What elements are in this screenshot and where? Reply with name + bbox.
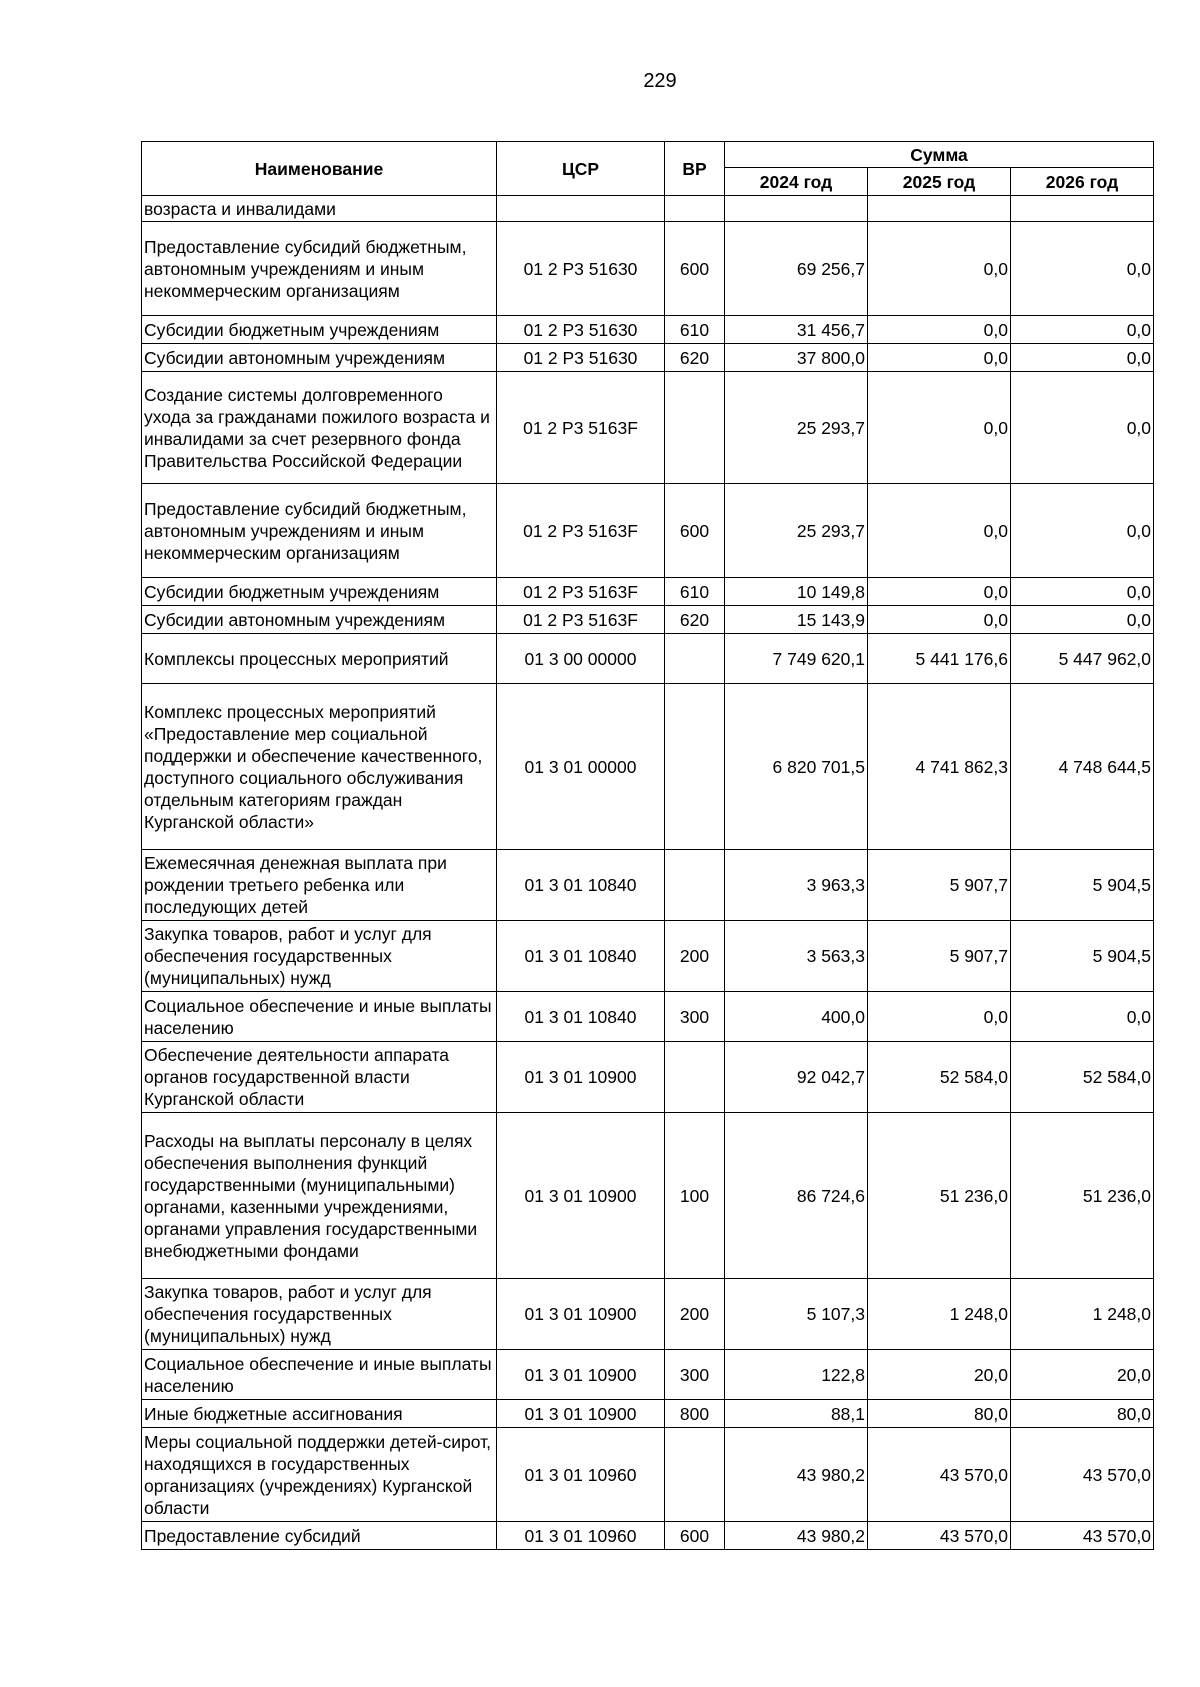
cell-csr: 01 2 Р3 51630	[497, 222, 665, 316]
cell-2025: 0,0	[868, 372, 1011, 484]
cell-csr: 01 3 01 10900	[497, 1042, 665, 1113]
table-body	[142, 196, 1154, 1550]
cell-2026: 0,0	[1011, 372, 1154, 484]
cell-2024: 25 293,7	[725, 484, 868, 578]
cell-name: Закупка товаров, работ и услуг для обеспечения государственных (муниципальных) нужд	[142, 921, 497, 992]
table-row	[142, 634, 1154, 684]
cell-csr: 01 2 Р3 5163F	[497, 484, 665, 578]
page-number: 229	[643, 70, 677, 92]
cell-vr: 600	[665, 484, 725, 578]
cell-vr	[665, 634, 725, 684]
cell-2026: 0,0	[1011, 222, 1154, 316]
cell-2026: 0,0	[1011, 578, 1154, 606]
cell-2026: 5 904,5	[1011, 850, 1154, 921]
cell-vr: 620	[665, 606, 725, 634]
cell-2024: 43 980,2	[725, 1428, 868, 1522]
cell-csr: 01 3 01 10900	[497, 1113, 665, 1279]
cell-2026: 80,0	[1011, 1400, 1154, 1428]
cell-2024: 15 143,9	[725, 606, 868, 634]
cell-vr: 200	[665, 921, 725, 992]
cell-csr: 01 2 Р3 5163F	[497, 606, 665, 634]
cell-2024: 122,8	[725, 1350, 868, 1400]
cell-vr: 300	[665, 992, 725, 1042]
cell-2024: 43 980,2	[725, 1522, 868, 1550]
cell-csr: 01 2 Р3 51630	[497, 344, 665, 372]
table-row	[142, 1400, 1154, 1428]
cell-2025: 20,0	[868, 1350, 1011, 1400]
cell-2025	[868, 196, 1011, 222]
cell-2024: 25 293,7	[725, 372, 868, 484]
cell-2024	[725, 196, 868, 222]
cell-2025: 52 584,0	[868, 1042, 1011, 1113]
cell-vr: 620	[665, 344, 725, 372]
cell-csr: 01 3 01 00000	[497, 684, 665, 850]
cell-2024: 31 456,7	[725, 316, 868, 344]
table-row	[142, 684, 1154, 850]
table-row	[142, 344, 1154, 372]
cell-name: Создание системы долговременного ухода за гражданами пожилого возраста и инвалидами за счет резервного фонда Правительства Российской Федерации	[142, 372, 497, 484]
cell-vr	[665, 850, 725, 921]
header-year-2026: 2026 год	[1011, 168, 1154, 196]
header-year-2024: 2024 год	[725, 168, 868, 196]
cell-vr: 100	[665, 1113, 725, 1279]
cell-vr: 610	[665, 316, 725, 344]
cell-2026: 5 447 962,0	[1011, 634, 1154, 684]
header-name: Наименование	[142, 142, 497, 196]
cell-name: Субсидии автономным учреждениям	[142, 344, 497, 372]
cell-2024: 92 042,7	[725, 1042, 868, 1113]
cell-2025: 0,0	[868, 484, 1011, 578]
cell-csr: 01 2 Р3 5163F	[497, 578, 665, 606]
table-row	[142, 850, 1154, 921]
table-row	[142, 222, 1154, 316]
cell-2025: 5 907,7	[868, 921, 1011, 992]
cell-2026: 5 904,5	[1011, 921, 1154, 992]
table-row	[142, 606, 1154, 634]
cell-2026: 0,0	[1011, 992, 1154, 1042]
header-year-2025: 2025 год	[868, 168, 1011, 196]
cell-name: Ежемесячная денежная выплата при рождении третьего ребенка или последующих детей	[142, 850, 497, 921]
cell-2024: 69 256,7	[725, 222, 868, 316]
cell-vr: 800	[665, 1400, 725, 1428]
cell-vr: 200	[665, 1279, 725, 1350]
cell-2025: 0,0	[868, 992, 1011, 1042]
cell-2024: 7 749 620,1	[725, 634, 868, 684]
cell-csr: 01 3 01 10900	[497, 1279, 665, 1350]
table-row	[142, 484, 1154, 578]
cell-vr: 600	[665, 1522, 725, 1550]
cell-name: Комплексы процессных мероприятий	[142, 634, 497, 684]
cell-csr: 01 3 01 10840	[497, 992, 665, 1042]
cell-2025: 4 741 862,3	[868, 684, 1011, 850]
cell-2024: 10 149,8	[725, 578, 868, 606]
table-row	[142, 578, 1154, 606]
cell-name: Обеспечение деятельности аппарата органов государственной власти Курганской области	[142, 1042, 497, 1113]
table-row	[142, 921, 1154, 992]
cell-name: Расходы на выплаты персоналу в целях обеспечения выполнения функций государственными (муниципальными) органами, казенными учреждениями, органами управления государственными внебюджетными фондами	[142, 1113, 497, 1279]
table-row	[142, 1428, 1154, 1522]
cell-2025: 1 248,0	[868, 1279, 1011, 1350]
cell-csr	[497, 196, 665, 222]
cell-name: Иные бюджетные ассигнования	[142, 1400, 497, 1428]
cell-csr: 01 3 01 10840	[497, 850, 665, 921]
cell-csr: 01 3 01 10900	[497, 1400, 665, 1428]
cell-2026: 0,0	[1011, 606, 1154, 634]
budget-table	[141, 141, 1154, 1550]
cell-2024: 86 724,6	[725, 1113, 868, 1279]
cell-2026: 43 570,0	[1011, 1522, 1154, 1550]
cell-2026: 1 248,0	[1011, 1279, 1154, 1350]
cell-2024: 88,1	[725, 1400, 868, 1428]
cell-2025: 0,0	[868, 316, 1011, 344]
cell-name: Предоставление субсидий	[142, 1522, 497, 1550]
cell-2026: 0,0	[1011, 484, 1154, 578]
cell-2024: 37 800,0	[725, 344, 868, 372]
cell-2026: 43 570,0	[1011, 1428, 1154, 1522]
table-row	[142, 316, 1154, 344]
cell-2025: 80,0	[868, 1400, 1011, 1428]
cell-2025: 5 441 176,6	[868, 634, 1011, 684]
cell-vr	[665, 1428, 725, 1522]
cell-2026: 20,0	[1011, 1350, 1154, 1400]
cell-name: Предоставление субсидий бюджетным, автономным учреждениям и иным некоммерческим организациям	[142, 484, 497, 578]
header-vr: ВР	[665, 142, 725, 196]
table-row	[142, 1279, 1154, 1350]
cell-csr: 01 3 00 00000	[497, 634, 665, 684]
cell-name: Предоставление субсидий бюджетным, автономным учреждениям и иным некоммерческим организациям	[142, 222, 497, 316]
table-row	[142, 1042, 1154, 1113]
cell-vr: 610	[665, 578, 725, 606]
cell-name: Социальное обеспечение и иные выплаты населению	[142, 992, 497, 1042]
cell-csr: 01 2 Р3 51630	[497, 316, 665, 344]
cell-2026: 0,0	[1011, 344, 1154, 372]
cell-2026: 4 748 644,5	[1011, 684, 1154, 850]
header-csr: ЦСР	[497, 142, 665, 196]
cell-2025: 0,0	[868, 222, 1011, 316]
cell-name: Субсидии бюджетным учреждениям	[142, 578, 497, 606]
table-header	[142, 142, 1154, 196]
cell-vr	[665, 1042, 725, 1113]
cell-2025: 0,0	[868, 578, 1011, 606]
table-row	[142, 992, 1154, 1042]
cell-2024: 400,0	[725, 992, 868, 1042]
cell-2026: 51 236,0	[1011, 1113, 1154, 1279]
cell-2024: 6 820 701,5	[725, 684, 868, 850]
table-row	[142, 1113, 1154, 1279]
cell-name: Субсидии автономным учреждениям	[142, 606, 497, 634]
cell-2024: 3 563,3	[725, 921, 868, 992]
cell-vr	[665, 196, 725, 222]
table-row	[142, 1350, 1154, 1400]
cell-vr	[665, 684, 725, 850]
cell-vr	[665, 372, 725, 484]
cell-2025: 51 236,0	[868, 1113, 1011, 1279]
cell-name: Комплекс процессных мероприятий «Предоставление мер социальной поддержки и обеспечение качественного, доступного социального обслуживания отдельным категориям граждан Курганской области»	[142, 684, 497, 850]
cell-name: Закупка товаров, работ и услуг для обеспечения государственных (муниципальных) нужд	[142, 1279, 497, 1350]
cell-vr: 300	[665, 1350, 725, 1400]
cell-csr: 01 3 01 10840	[497, 921, 665, 992]
cell-2026: 52 584,0	[1011, 1042, 1154, 1113]
cell-2026: 0,0	[1011, 316, 1154, 344]
cell-csr: 01 3 01 10960	[497, 1428, 665, 1522]
cell-name: возраста и инвалидами	[142, 196, 497, 222]
cell-2025: 0,0	[868, 606, 1011, 634]
cell-2025: 43 570,0	[868, 1428, 1011, 1522]
cell-2025: 43 570,0	[868, 1522, 1011, 1550]
cell-2025: 0,0	[868, 344, 1011, 372]
cell-csr: 01 2 Р3 5163F	[497, 372, 665, 484]
cell-name: Субсидии бюджетным учреждениям	[142, 316, 497, 344]
cell-name: Меры социальной поддержки детей-сирот, находящихся в государственных организациях (учреждениях) Курганской области	[142, 1428, 497, 1522]
cell-2026	[1011, 196, 1154, 222]
cell-2025: 5 907,7	[868, 850, 1011, 921]
table-row	[142, 1522, 1154, 1550]
cell-name: Социальное обеспечение и иные выплаты населению	[142, 1350, 497, 1400]
cell-2024: 5 107,3	[725, 1279, 868, 1350]
table-row	[142, 196, 1154, 222]
cell-2024: 3 963,3	[725, 850, 868, 921]
header-sum: Сумма	[725, 142, 1154, 168]
cell-csr: 01 3 01 10960	[497, 1522, 665, 1550]
table-row	[142, 372, 1154, 484]
cell-csr: 01 3 01 10900	[497, 1350, 665, 1400]
cell-vr: 600	[665, 222, 725, 316]
